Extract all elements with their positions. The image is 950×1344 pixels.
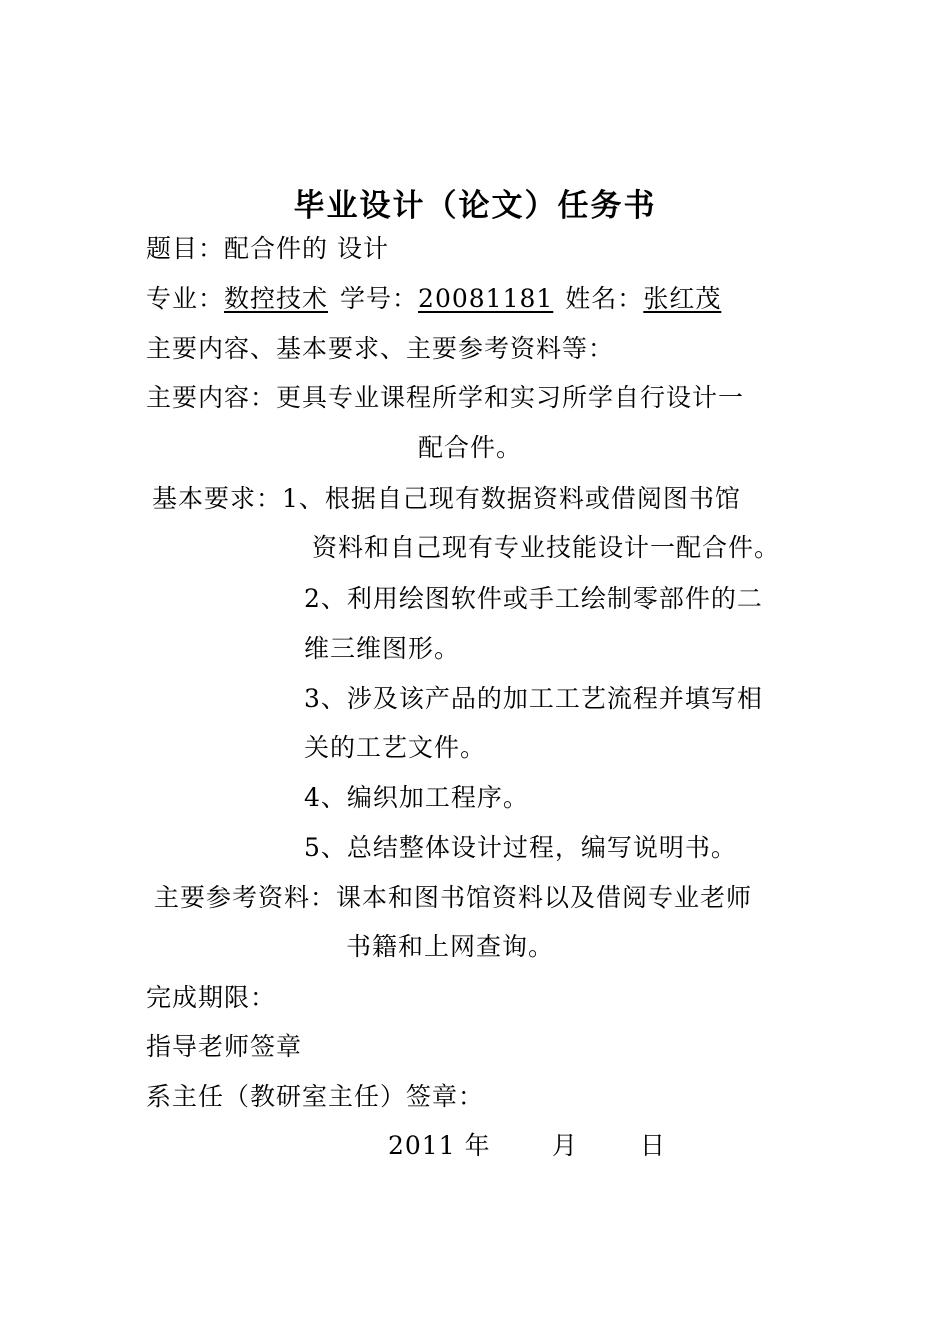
requirement-3-line1: 3、涉及该产品的加工工艺流程并填写相 (304, 684, 763, 713)
deadline-label: 完成期限： (146, 983, 277, 1012)
major-value: 数控技术 (224, 284, 329, 313)
requirement-1-line1: 1、根据自己现有数据资料或借阅图书馆 (282, 484, 741, 513)
advisor-signature-label: 指导老师签章 (146, 1032, 303, 1061)
date-year: 2011 年 (388, 1131, 491, 1160)
requirement-2-line1: 2、利用绘图软件或手工绘制零部件的二 (304, 584, 763, 613)
topic-value: 配合件的 设计 (224, 234, 389, 263)
date-day: 日 (640, 1131, 667, 1160)
main-content-label: 主要内容： (146, 383, 277, 412)
student-id-value: 20081181 (418, 284, 554, 313)
references-line2: 书籍和上网查询。 (346, 932, 555, 961)
major-label: 专业： (146, 284, 225, 313)
requirement-1-line2: 资料和自己现有专业技能设计一配合件。 (312, 533, 781, 562)
references-line1: 课本和图书馆资料以及借阅专业老师 (336, 883, 753, 912)
student-info-row (146, 284, 721, 314)
main-content-line2: 配合件。 (418, 433, 523, 462)
requirement-4: 4、编织加工程序。 (304, 783, 529, 812)
student-id-label: 学号： (340, 284, 419, 313)
references-label: 主要参考资料： (154, 883, 337, 912)
name-value: 张红茂 (643, 284, 722, 313)
requirement-2-line2: 维三维图形。 (304, 634, 461, 663)
requirements-row (152, 484, 741, 514)
date-month: 月 (552, 1131, 579, 1160)
topic-row (146, 234, 389, 264)
name-label: 姓名： (565, 284, 644, 313)
topic-label: 题目： (146, 234, 225, 263)
main-content-row (146, 383, 744, 413)
main-content-line1: 更具专业课程所学和实习所学自行设计一 (276, 383, 745, 412)
requirement-3-line2: 关的工艺文件。 (304, 733, 487, 762)
requirement-5: 5、总结整体设计过程，编写说明书。 (304, 833, 737, 862)
section-heading: 主要内容、基本要求、主要参考资料等： (146, 334, 615, 363)
department-head-signature-label: 系主任（教研室主任）签章： (146, 1082, 485, 1111)
requirements-label: 基本要求： (152, 484, 283, 513)
references-row (154, 883, 752, 913)
document-title: 毕业设计（论文）任务书 (293, 188, 657, 224)
